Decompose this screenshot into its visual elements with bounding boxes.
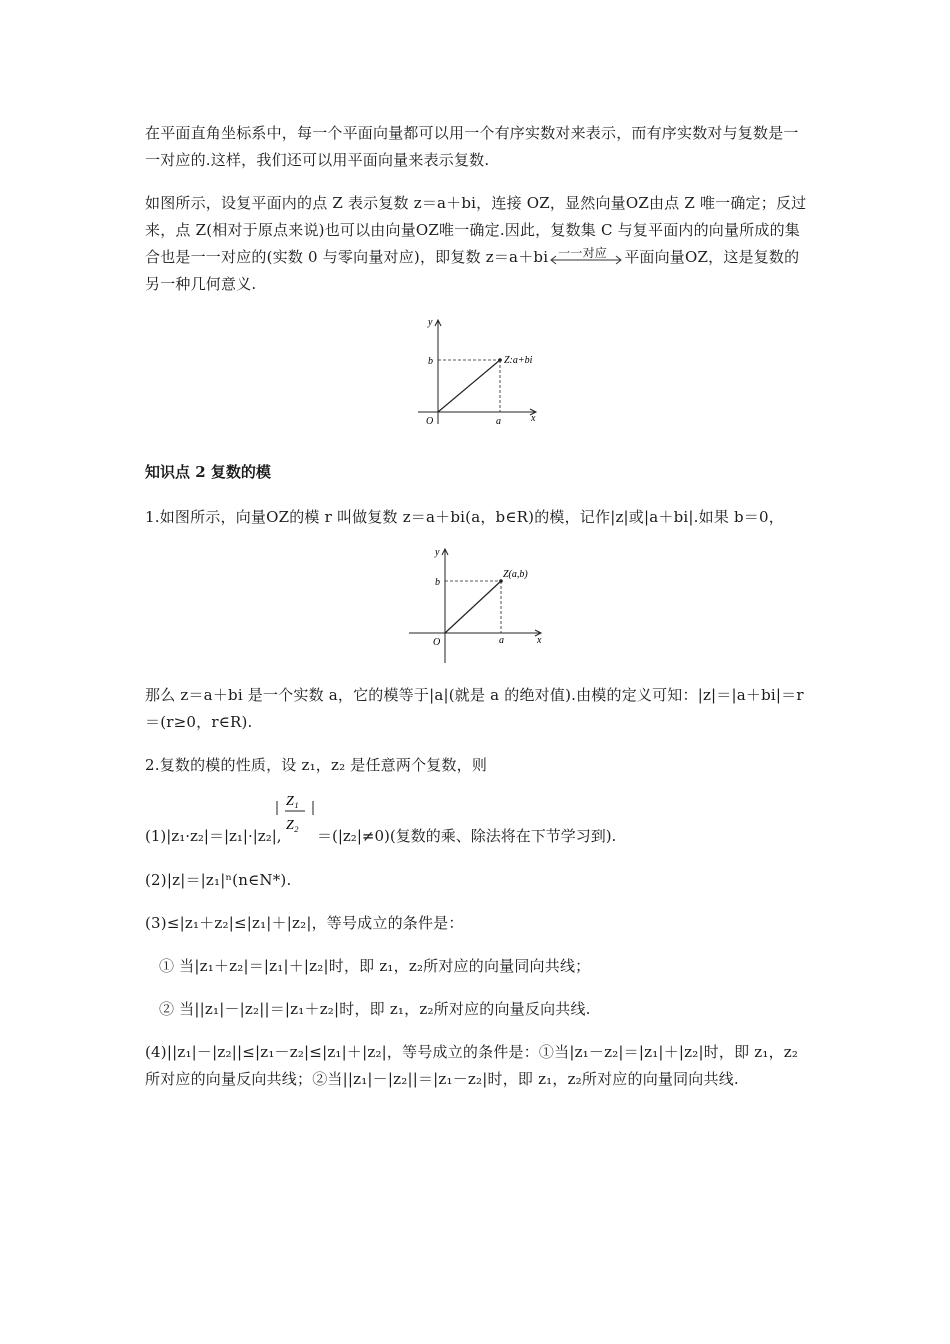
complex-plane-figure-1 xyxy=(408,314,548,429)
one-to-one-label: 一一对应 xyxy=(558,246,608,260)
property-1-quotient: ＝(|z₂|≠0)(复数的乘、除法将在下节学习到). xyxy=(317,827,617,845)
paragraph-intro: 在平面直角坐标系中，每一个平面向量都可以用一个有序实数对来表示，而有序实数对与复数是一一对应的.这样，我们还可以用平面向量来表示复数. xyxy=(145,124,799,169)
paragraph-geometric-meaning-part2: 平面向量OZ，这是复数的另一种几何意义. xyxy=(145,248,800,293)
double-arrow-icon xyxy=(548,249,624,267)
paragraph-geometric-meaning xyxy=(145,190,810,298)
property-3: (3)≤|z₁＋z₂|≤|z₁|＋|z₂|，等号成立的条件是： xyxy=(145,914,464,932)
origin-label: O xyxy=(425,416,433,427)
y-axis-label: y xyxy=(427,317,432,328)
property-3-condition-2: ② 当||z₁|－|z₂||＝|z₁＋z₂|时，即 z₁，z₂所对应的向量反向共线. xyxy=(159,1000,591,1018)
property-3-condition-1: ① 当|z₁＋z₂|＝|z₁|＋|z₂|时，即 z₁，z₂所对应的向量同向共线； xyxy=(159,957,591,975)
a-label: a xyxy=(495,416,501,427)
item-2-text: 2.复数的模的性质，设 z₁，z₂ 是任意两个复数，则 xyxy=(145,756,488,774)
item-1-continued: 那么 z＝a＋bi 是一个实数 a，它的模等于|a|(就是 a 的绝对值).由模的定义可知：|z|＝|a＋bi|＝r＝(r≥0，r∈R). xyxy=(145,686,804,731)
complex-plane-figure-2 xyxy=(403,543,553,668)
property-1-product: (1)|z₁·z₂|＝|z₁|·|z₂|, xyxy=(145,827,282,845)
point-label-2: Z(a,b) xyxy=(502,569,528,580)
point-label: Z:a+bi xyxy=(503,355,532,366)
item-1-text: 1.如图所示，向量OZ的模 r 叫做复数 z＝a＋bi(a，b∈R)的模，记作|z|或|a＋bi|.如果 b＝0， xyxy=(145,508,784,526)
property-4: (4)||z₁|－|z₂||≤|z₁－z₂|≤|z₁|＋|z₂|，等号成立的条件是：①当|z₁－z₂|＝|z₁|＋|z₂|时，即 z₁，z₂所对应的向量反向共线；②当||z₁|－|z₂||＝|z₁－z₂|时，即 z₁，z₂所对应的向量同向共线. xyxy=(145,1043,799,1088)
x-axis-label: x xyxy=(530,413,535,424)
section-heading: 知识点 2 复数的模 xyxy=(145,463,271,481)
document-page xyxy=(145,120,810,1109)
one-to-one-arrow xyxy=(548,246,624,267)
property-1 xyxy=(145,794,810,851)
paragraph-geometric-meaning-part1: 如图所示，设复平面内的点 Z 表示复数 z＝a＋bi，连接 OZ，显然向量OZ由点 Z 唯一确定；反过来，点 Z(相对于原点来说)也可以由向量OZ唯一确定.因此，复数集 C 与复平面内的向量所成的集合也是一一对应的(实数 0 与零向量对应)，即复数 z＝a＋bi xyxy=(145,194,807,266)
y-axis-label-2: y xyxy=(434,547,439,558)
origin-label-2: O xyxy=(432,637,440,648)
b-label-2: b xyxy=(434,577,440,588)
quotient-modulus-fraction xyxy=(273,785,317,843)
a-label-2: a xyxy=(498,635,504,646)
x-axis-label-2: x xyxy=(536,635,541,646)
property-2: (2)|z|＝|z₁|ⁿ(n∈N*). xyxy=(145,871,292,889)
fraction-denominator: Z₂ xyxy=(286,818,299,833)
b-label: b xyxy=(427,356,433,367)
fraction-numerator: Z₁ xyxy=(286,794,299,809)
